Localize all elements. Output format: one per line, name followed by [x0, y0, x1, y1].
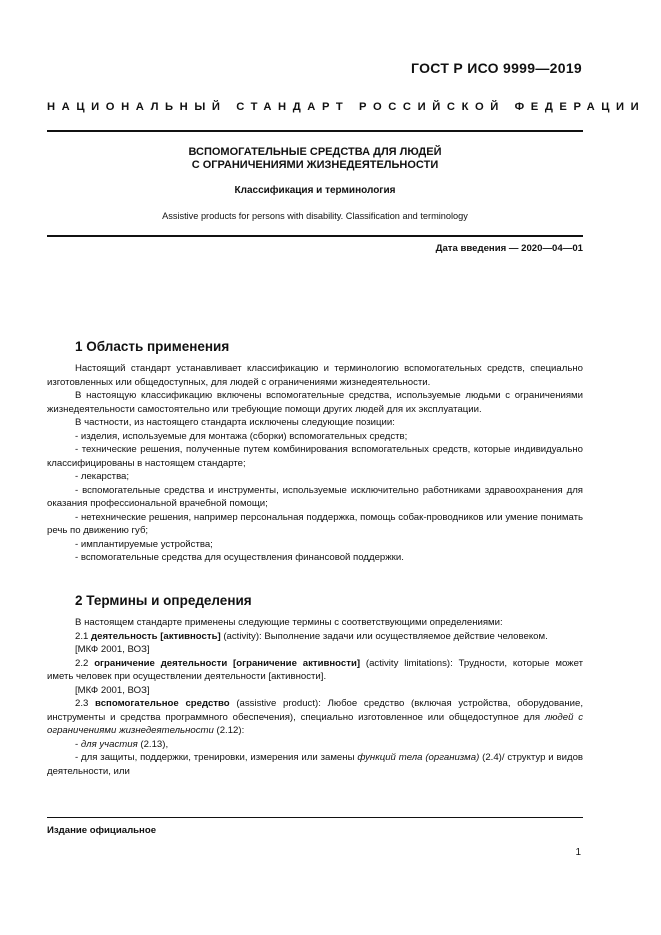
terms-intro: В настоящем стандарте применены следующие термины с соответствующими определениями: — [75, 617, 503, 628]
section-heading-terms: 2 Термины и определения — [75, 593, 252, 608]
list-item: - имплантируемые устройства; — [75, 538, 213, 550]
term-source: [МКФ 2001, ВОЗ] — [75, 644, 150, 655]
term-reference: функций тела (организма) — [357, 752, 480, 763]
scope-paragraph-3: В частности, из настоящего стандарта исключены следующие позиции: — [75, 417, 395, 428]
list-item: - технические решения, полученные путем комбинирования вспомогательных средств, которые индивидуально классифицированы в настоящем стандарте; — [47, 444, 583, 469]
introduction-date: Дата введения — 2020—04—01 — [435, 243, 583, 254]
term-name: вспомогательное средство — [95, 698, 230, 709]
term-reference: для участия — [80, 738, 138, 750]
term-number: 2.2 — [75, 657, 95, 669]
title-rule — [47, 235, 583, 237]
document-title-line1: ВСПОМОГАТЕЛЬНЫЕ СРЕДСТВА ДЛЯ ЛЮДЕЙ — [188, 146, 442, 158]
list-item — [47, 738, 583, 752]
list-item — [47, 751, 583, 778]
scope-paragraph-2: В настоящую классификацию включены вспомогательные средства, используемые людьми с ограничениями жизнедеятельности самостоятельно или требующие помощи других людей для их эксплуатации. — [47, 390, 583, 415]
term-2-3 — [47, 697, 583, 738]
document-title-line2: С ОГРАНИЧЕНИЯМИ ЖИЗНЕДЕЯТЕЛЬНОСТИ — [191, 159, 439, 171]
term-source: [МКФ 2001, ВОЗ] — [75, 684, 150, 696]
list-item: - изделия, используемые для монтажа (сборки) вспомогательных средств; — [75, 430, 408, 442]
term-reference: людей с ограничениями жизнедеятельности — [47, 711, 584, 736]
section-heading-scope: 1 Область применения — [75, 339, 230, 354]
dash: - — [75, 738, 81, 750]
term-2-1 — [47, 630, 583, 644]
term-definition: (assistive product): Любое средство (включая устройства, оборудование, инструменты и средства программного обеспечения), специально изготовленное или общедоступное для — [47, 698, 583, 723]
header-rule — [47, 130, 583, 132]
list-item: - нетехнические решения, например персональная поддержка, помощь собак-проводников или умение понимать речь по движению губ; — [47, 511, 583, 536]
term-number: 2.1 — [75, 630, 92, 642]
term-reference-number: (2.13), — [137, 738, 169, 750]
list-item: - лекарства; — [75, 471, 130, 482]
scope-paragraph-1: Настоящий стандарт устанавливает классификацию и терминологию вспомогательных средств, специально изготовленных или общедоступных, для людей с ограничениями жизнедеятельности. — [47, 363, 583, 388]
list-text: - для защиты, поддержки, тренировки, измерения или замены — [75, 752, 358, 763]
list-item: - вспомогательные средства для осуществления финансовой поддержки. — [75, 552, 404, 563]
footer-rule — [47, 817, 583, 818]
term-reference-number: (2.12): — [213, 725, 245, 736]
term-name: деятельность [активность] — [91, 630, 221, 642]
term-definition: (activity limitations): Трудности, которые может иметь человек при осуществлении деятельности [активности]. — [47, 657, 583, 682]
national-standard-label: НАЦИОНАЛЬНЫЙ СТАНДАРТ РОССИЙСКОЙ ФЕДЕРАЦИИ — [47, 101, 646, 113]
page-number: 1 — [575, 847, 581, 858]
document-code: ГОСТ Р ИСО 9999—2019 — [411, 60, 582, 76]
list-item: - вспомогательные средства и инструменты, используемые исключительно работниками здравоохранения для оказания профессиональной врачебной помощи; — [47, 484, 583, 509]
term-2-2 — [47, 657, 583, 684]
scope-text-block — [47, 362, 583, 565]
terms-text-block — [47, 616, 583, 778]
term-definition: (activity): Выполнение задачи или осуществляемое действие человеком. — [220, 630, 548, 642]
official-edition-label: Издание официальное — [47, 825, 157, 836]
term-number: 2.3 — [75, 698, 96, 709]
english-title: Assistive products for persons with disability. Classification and terminology — [162, 211, 468, 221]
list-text: (2.4)/ структур и видов деятельности, или — [47, 752, 583, 777]
document-subtitle: Классификация и терминология — [234, 185, 396, 196]
term-name: ограничение деятельности [ограничение активности] — [94, 657, 361, 669]
